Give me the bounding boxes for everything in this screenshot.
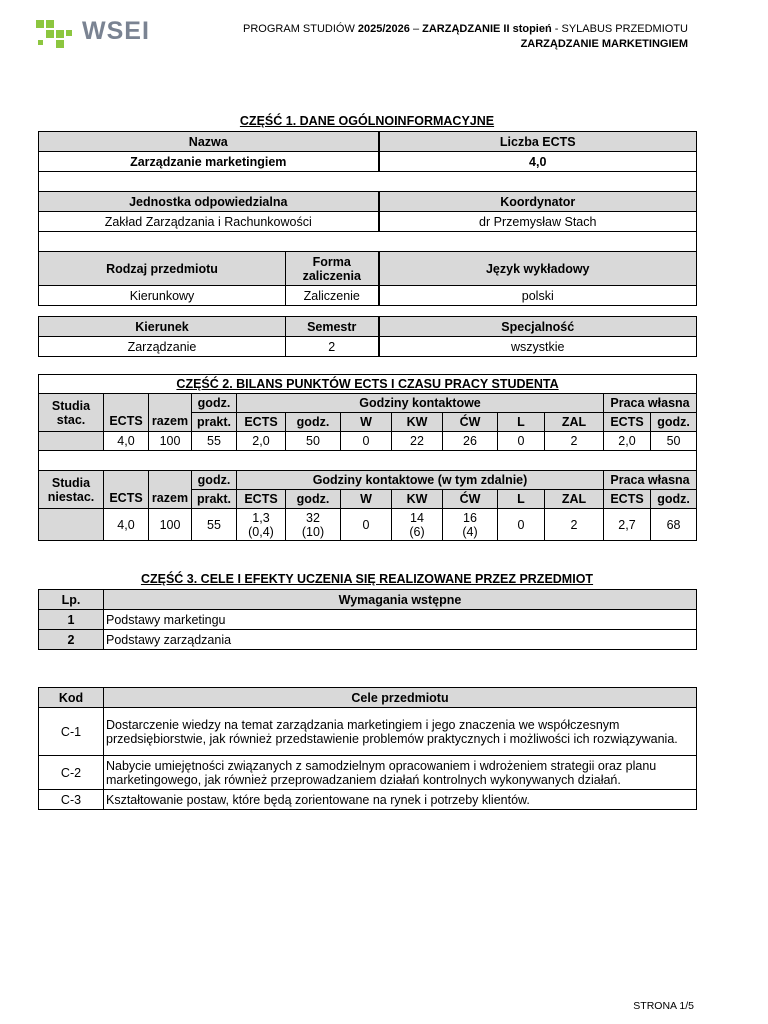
- spec-label: Specjalność: [379, 317, 697, 337]
- unit-value: Zakład Zarządzania i Rachunkowości: [39, 212, 379, 232]
- goals-header: Cele przedmiotu: [104, 688, 697, 708]
- unit-label: Jednostka odpowiedzialna: [39, 192, 379, 212]
- stac-value: 2: [545, 432, 604, 451]
- stac-value: 2,0: [237, 432, 286, 451]
- header-prefix: PROGRAM STUDIÓW: [243, 23, 358, 35]
- niestac-value: 68: [651, 509, 697, 541]
- stac-value: 2,0: [604, 432, 651, 451]
- stac-value: 4,0: [104, 432, 149, 451]
- niestac-label: Studia niestac.: [39, 471, 104, 509]
- value-main: 32: [306, 510, 320, 525]
- stac-value: 50: [651, 432, 697, 451]
- niestac-value: 100: [149, 509, 192, 541]
- stac-value: 50: [286, 432, 341, 451]
- req-text: Podstawy zarządzania: [104, 630, 697, 650]
- niestac-value: 0: [498, 509, 545, 541]
- field-label: Kierunek: [39, 317, 286, 337]
- page-number: STRONA 1/5: [633, 1000, 694, 1012]
- niestac-col-razem: razem: [149, 471, 192, 509]
- req-number: 1: [39, 610, 104, 630]
- niestac-col-cw: ĆW: [443, 490, 498, 509]
- stac-col-p-godz: godz.: [651, 413, 697, 432]
- coord-label: Koordynator: [379, 192, 697, 212]
- niestac-col-c-godz: godz.: [286, 490, 341, 509]
- stac-col-w: W: [341, 413, 392, 432]
- name-value: Zarządzanie marketingiem: [39, 152, 379, 172]
- value-remote: (10): [301, 524, 325, 539]
- part3-title: CZĘŚĆ 3. CELE I EFEKTY UCZENIA SIĘ REALIZOWANE PRZEZ PRZEDMIOT: [140, 572, 594, 586]
- niestac-col-w: W: [341, 490, 392, 509]
- course-type-table: [38, 251, 697, 306]
- stac-col-cw: ĆW: [443, 413, 498, 432]
- stac-contact-hours-label: Godziny kontaktowe: [237, 394, 604, 413]
- req-lp-header: Lp.: [39, 590, 104, 610]
- type-label: Rodzaj przedmiotu: [39, 252, 286, 286]
- niestac-col-p-godz: godz.: [651, 490, 697, 509]
- stac-col-c-godz: godz.: [286, 413, 341, 432]
- type-value: Kierunkowy: [39, 286, 286, 306]
- table-row: [39, 790, 697, 810]
- header-subject: ZARZĄDZANIE MARKETINGIEM: [520, 38, 688, 50]
- stac-col-razem: razem: [149, 394, 192, 432]
- niestac-value: 4,0: [104, 509, 149, 541]
- spacer-row: [39, 172, 697, 192]
- niestac-col-l: L: [498, 490, 545, 509]
- niestac-col-ects: ECTS: [104, 471, 149, 509]
- stac-own-work-label: Praca własna: [604, 394, 697, 413]
- stac-col-l: L: [498, 413, 545, 432]
- stac-col-zal: ZAL: [545, 413, 604, 432]
- part2-title: CZĘŚĆ 2. BILANS PUNKTÓW ECTS I CZASU PRACY STUDENTA: [39, 375, 697, 394]
- niestac-label-fill: [39, 509, 104, 541]
- stac-value: 0: [498, 432, 545, 451]
- value-main: 14: [410, 510, 424, 525]
- general-info-table: [38, 131, 697, 252]
- spacer-row: [39, 232, 697, 252]
- value-main: 16: [463, 510, 477, 525]
- req-number: 2: [39, 630, 104, 650]
- part1-title: CZĘŚĆ 1. DANE OGÓLNOINFORMACYJNE: [239, 114, 495, 128]
- stac-col-kw: KW: [392, 413, 443, 432]
- requirements-table: [38, 589, 697, 650]
- header-suffix: - SYLABUS PRZEDMIOTU: [551, 23, 688, 35]
- niestac-col-kw: KW: [392, 490, 443, 509]
- niestac-col-godz: godz.: [192, 471, 237, 490]
- sem-value: 2: [286, 337, 379, 357]
- value-remote: (0,4): [248, 524, 274, 539]
- stac-col-ects: ECTS: [104, 394, 149, 432]
- goals-table: [38, 687, 697, 810]
- table-row: [39, 708, 697, 756]
- form-label: Forma zaliczenia: [286, 252, 379, 286]
- niestac-value: [392, 509, 443, 541]
- logo-text: WSEI: [82, 17, 150, 45]
- stac-value: 22: [392, 432, 443, 451]
- niestac-value: [286, 509, 341, 541]
- value-main: 1,3: [252, 510, 270, 525]
- field-table: [38, 316, 697, 357]
- goal-text: Dostarczenie wiedzy na temat zarządzania marketingiem i jego znaczenia we współczesnym przedsiębiorstwie, jak również przedstawienie problemów praktycznych i możliwości ich rozwiązywania.: [104, 708, 697, 756]
- niestac-value: 2: [545, 509, 604, 541]
- form-value: Zaliczenie: [286, 286, 379, 306]
- table-row: [39, 610, 697, 630]
- niestac-contact-hours-label: Godziny kontaktowe (w tym zdalnie): [237, 471, 604, 490]
- req-text: Podstawy marketingu: [104, 610, 697, 630]
- goal-code: C-3: [39, 790, 104, 810]
- req-header: Wymagania wstępne: [104, 590, 697, 610]
- table-row: [39, 756, 697, 790]
- niestac-col-c-ects: ECTS: [237, 490, 286, 509]
- name-label: Nazwa: [39, 132, 379, 152]
- ects-balance-table: [38, 374, 697, 541]
- coord-value: dr Przemysław Stach: [379, 212, 697, 232]
- goal-text: Kształtowanie postaw, które będą zorientowane na rynek i potrzeby klientów.: [104, 790, 697, 810]
- spec-value: wszystkie: [379, 337, 697, 357]
- niestac-value: [443, 509, 498, 541]
- value-remote: (6): [409, 524, 425, 539]
- niestac-value: 2,7: [604, 509, 651, 541]
- spacer-row: [39, 451, 697, 471]
- stac-label: Studia stac.: [39, 394, 104, 432]
- lang-label: Język wykładowy: [379, 252, 697, 286]
- stac-label-fill: [39, 432, 104, 451]
- header-year: 2025/2026: [357, 23, 410, 35]
- field-value: Zarządzanie: [39, 337, 286, 357]
- niestac-value: 0: [341, 509, 392, 541]
- stac-col-c-ects: ECTS: [237, 413, 286, 432]
- header-sep: –: [409, 23, 423, 35]
- goal-code: C-2: [39, 756, 104, 790]
- stac-col-p-ects: ECTS: [604, 413, 651, 432]
- niestac-col-prakt: prakt.: [192, 490, 237, 509]
- table-row: [39, 630, 697, 650]
- stac-value: 55: [192, 432, 237, 451]
- goal-code: C-1: [39, 708, 104, 756]
- niestac-col-zal: ZAL: [545, 490, 604, 509]
- sem-label: Semestr: [286, 317, 379, 337]
- goals-code-header: Kod: [39, 688, 104, 708]
- stac-value: 26: [443, 432, 498, 451]
- niestac-own-work-label: Praca własna: [604, 471, 697, 490]
- niestac-col-p-ects: ECTS: [604, 490, 651, 509]
- ects-value: 4,0: [379, 152, 697, 172]
- stac-col-godz: godz.: [192, 394, 237, 413]
- stac-value: 0: [341, 432, 392, 451]
- lang-value: polski: [379, 286, 697, 306]
- stac-col-prakt: prakt.: [192, 413, 237, 432]
- header-program-line: [243, 23, 688, 35]
- stac-value: 100: [149, 432, 192, 451]
- niestac-value: [237, 509, 286, 541]
- ects-label: Liczba ECTS: [379, 132, 697, 152]
- header-program: ZARZĄDZANIE II stopień: [422, 23, 552, 35]
- goal-text: Nabycie umiejętności związanych z samodzielnym opracowaniem i wdrożeniem strategii oraz planu marketingowego, jak również przeprowadzaniem działań kontrolnych wykonywanych działań.: [104, 756, 697, 790]
- wsei-logo-mark-icon: [36, 18, 80, 52]
- niestac-value: 55: [192, 509, 237, 541]
- value-remote: (4): [462, 524, 478, 539]
